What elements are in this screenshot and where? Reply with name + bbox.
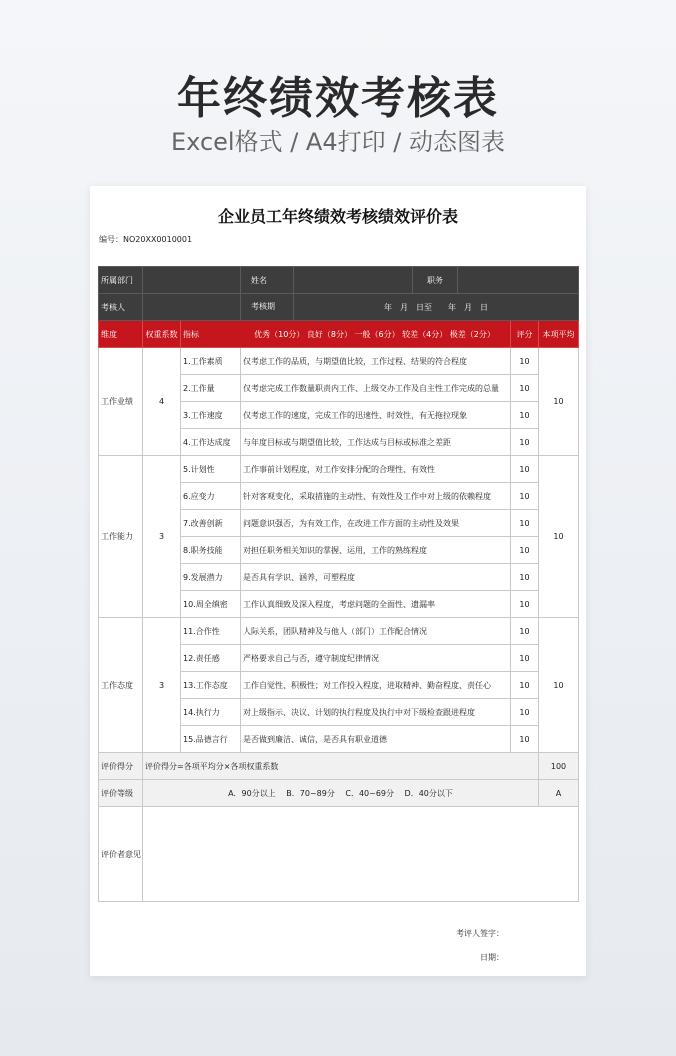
position-value-cell[interactable] xyxy=(457,267,578,293)
table-row xyxy=(99,456,579,483)
evaluation-sheet xyxy=(90,186,586,976)
indicator-description-cell: 是否做到廉洁、诚信，是否具有职业道德 xyxy=(241,726,511,753)
total-label: 评价得分 xyxy=(99,753,143,780)
weight-cell: 4 xyxy=(143,348,181,456)
indicator-description-cell: 对担任职务相关知识的掌握、运用，工作的熟练程度 xyxy=(241,537,511,564)
indicator-name-cell: 4.工作达成度 xyxy=(181,429,241,456)
header-score: 评分 xyxy=(511,321,539,348)
indicator-description-cell: 仅考虑工作的品质，与期望值比较，工作过程、结果的符合程度 xyxy=(241,348,511,375)
evaluation-table xyxy=(98,266,579,902)
score-cell[interactable]: 10 xyxy=(511,483,539,510)
dept-value-cell[interactable] xyxy=(143,267,241,294)
hero-title: 年终绩效考核表 xyxy=(177,73,499,124)
header-average: 本项平均 xyxy=(539,321,579,348)
score-cell[interactable]: 10 xyxy=(511,645,539,672)
indicator-name-cell: 5.计划性 xyxy=(181,456,241,483)
evaluator-label: 考核人 xyxy=(99,294,143,321)
indicator-description-cell: 仅考虑工作的速度，完成工作的迅速性、时效性，有无拖拉现象 xyxy=(241,402,511,429)
indicator-name-cell: 12.责任感 xyxy=(181,645,241,672)
weight-cell: 3 xyxy=(143,618,181,753)
indicator-name-cell: 2.工作量 xyxy=(181,375,241,402)
indicator-description-cell: 工作认真细致及深入程度，考虑问题的全面性、遗漏率 xyxy=(241,591,511,618)
period-value[interactable]: 年 月 日至 年 月 日 xyxy=(384,302,489,312)
indicator-description-cell: 问题意识强否，为有效工作，在改进工作方面的主动性及效果 xyxy=(241,510,511,537)
total-value: 100 xyxy=(539,753,579,780)
average-cell: 10 xyxy=(539,348,579,456)
score-cell[interactable]: 10 xyxy=(511,456,539,483)
info-row-1 xyxy=(99,267,579,294)
indicator-name-cell: 8.职务技能 xyxy=(181,537,241,564)
indicator-name-cell: 13.工作态度 xyxy=(181,672,241,699)
indicator-name-cell: 10.周全缜密 xyxy=(181,591,241,618)
dimension-cell: 工作业绩 xyxy=(99,348,143,456)
grade-value[interactable]: A xyxy=(539,780,579,807)
average-cell: 10 xyxy=(539,456,579,618)
score-cell[interactable]: 10 xyxy=(511,510,539,537)
period-cell xyxy=(241,294,579,321)
indicator-description-cell: 仅考虑完成工作数量职责内工作、上级交办工作及自主性工作完成的总量 xyxy=(241,375,511,402)
score-cell[interactable]: 10 xyxy=(511,429,539,456)
indicator-description-cell: 与年度目标或与期望值比较，工作达成与目标或标准之差距 xyxy=(241,429,511,456)
opinion-label: 评价者意见 xyxy=(99,807,143,902)
average-cell: 10 xyxy=(539,618,579,753)
signature-label: 考评人签字： xyxy=(456,929,504,938)
indicator-name-cell: 6.应变力 xyxy=(181,483,241,510)
grade-label: 评价等级 xyxy=(99,780,143,807)
indicator-name-cell: 9.发展潜力 xyxy=(181,564,241,591)
score-cell[interactable]: 10 xyxy=(511,726,539,753)
header-indicator: 指标 xyxy=(183,329,199,339)
indicator-name-cell: 14.执行力 xyxy=(181,699,241,726)
indicator-description-cell: 是否具有学识、涵养，可塑程度 xyxy=(241,564,511,591)
total-score-row xyxy=(99,753,579,780)
indicator-description-cell: 工作自觉性、积极性；对工作投入程度，进取精神、勤奋程度、责任心 xyxy=(241,672,511,699)
header-indicator-cell xyxy=(181,321,511,348)
indicator-name-cell: 3.工作速度 xyxy=(181,402,241,429)
score-cell[interactable]: 10 xyxy=(511,348,539,375)
grade-row xyxy=(99,780,579,807)
indicator-name-cell: 1.工作素质 xyxy=(181,348,241,375)
indicator-name-cell: 11.合作性 xyxy=(181,618,241,645)
dimension-cell: 工作能力 xyxy=(99,456,143,618)
indicator-description-cell: 针对客观变化，采取措施的主动性、有效性及工作中对上级的依赖程度 xyxy=(241,483,511,510)
date-label: 日期： xyxy=(480,953,504,962)
position-label: 职务 xyxy=(427,275,443,285)
opinion-row xyxy=(99,807,579,902)
table-header-row xyxy=(99,321,579,348)
indicator-description-cell: 人际关系，团队精神及与他人（部门）工作配合情况 xyxy=(241,618,511,645)
score-cell[interactable]: 10 xyxy=(511,537,539,564)
name-value-cell[interactable] xyxy=(293,267,413,293)
period-label: 考核期 xyxy=(241,294,294,320)
table-row xyxy=(99,618,579,645)
info-row-2 xyxy=(99,294,579,321)
table-row xyxy=(99,348,579,375)
opinion-field[interactable] xyxy=(143,807,579,902)
header-weight: 权重系数 xyxy=(143,321,181,348)
score-cell[interactable]: 10 xyxy=(511,672,539,699)
name-label: 姓名 xyxy=(251,275,267,285)
header-dimension: 维度 xyxy=(99,321,143,348)
score-cell[interactable]: 10 xyxy=(511,618,539,645)
score-cell[interactable]: 10 xyxy=(511,699,539,726)
dimension-cell: 工作态度 xyxy=(99,618,143,753)
total-formula: 评价得分=各项平均分×各项权重系数 xyxy=(143,753,539,780)
sheet-title: 企业员工年终绩效考核绩效评价表 xyxy=(217,207,458,226)
score-cell[interactable]: 10 xyxy=(511,402,539,429)
indicator-description-cell: 严格要求自己与否，遵守制度纪律情况 xyxy=(241,645,511,672)
hero-subtitle: Excel格式 / A4打印 / 动态图表 xyxy=(171,128,505,156)
document-number: 编号：NO20XX0010001 xyxy=(99,235,193,244)
name-position-cell xyxy=(241,267,579,294)
indicator-name-cell: 15.品德言行 xyxy=(181,726,241,753)
header-scale: 优秀（10分） 良好（8分） 一般（6分） 较差（4分） 极差（2分） xyxy=(254,329,495,339)
evaluator-value-cell[interactable] xyxy=(143,294,241,321)
score-cell[interactable]: 10 xyxy=(511,564,539,591)
indicator-name-cell: 7.改善创新 xyxy=(181,510,241,537)
dept-label: 所属部门 xyxy=(99,267,143,294)
weight-cell: 3 xyxy=(143,456,181,618)
grade-options: A．90分以上 B．70~89分 C．40~69分 D．40分以下 xyxy=(143,780,539,807)
indicator-description-cell: 工作事前计划程度，对工作安排分配的合理性、有效性 xyxy=(241,456,511,483)
score-cell[interactable]: 10 xyxy=(511,591,539,618)
score-cell[interactable]: 10 xyxy=(511,375,539,402)
indicator-description-cell: 对上级指示、决议、计划的执行程度及执行中对下级检查跟进程度 xyxy=(241,699,511,726)
